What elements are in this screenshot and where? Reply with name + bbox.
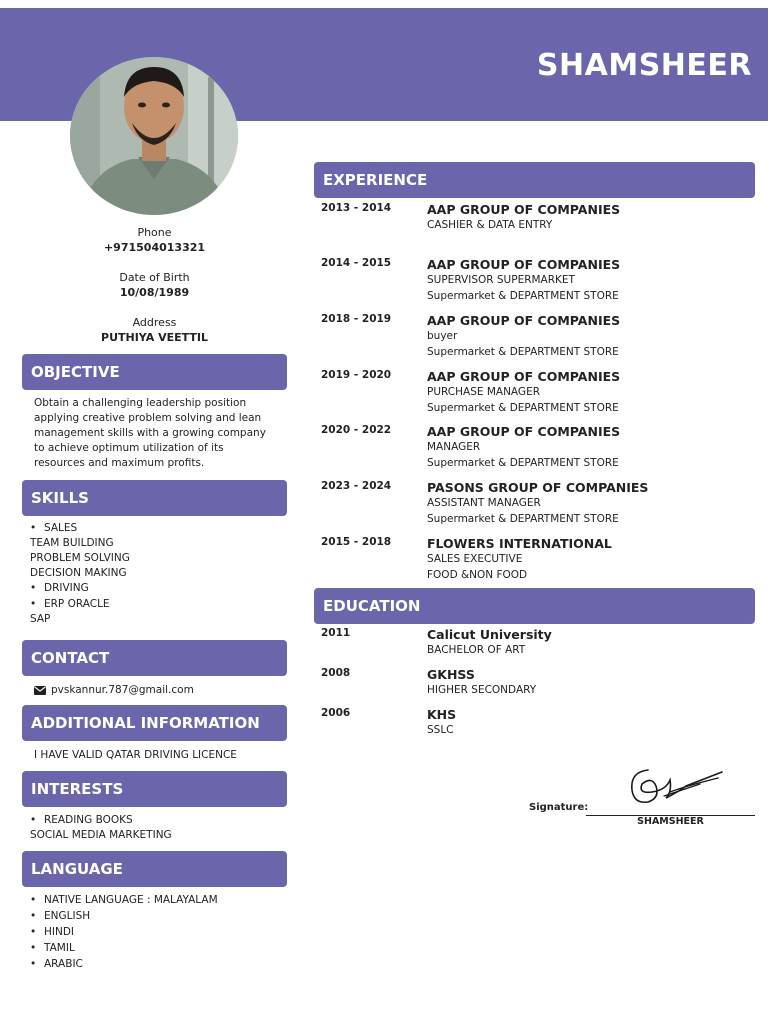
experience-years: 2013 - 2014 (321, 202, 392, 214)
skill-item: • DRIVING (30, 581, 280, 596)
experience-department: Supermarket & DEPARTMENT STORE (427, 512, 619, 525)
skill-item: DECISION MAKING (30, 567, 127, 579)
experience-role: CASHIER & DATA ENTRY (427, 219, 553, 231)
language-item: • TAMIL (30, 941, 280, 956)
experience-department: Supermarket & DEPARTMENT STORE (427, 401, 619, 414)
profile-photo-illustration (70, 57, 238, 215)
additional-info-text: I HAVE VALID QATAR DRIVING LICENCE (34, 749, 237, 761)
language-item: • HINDI (30, 925, 280, 940)
dob-label: Date of Birth (119, 271, 190, 284)
experience-years: 2018 - 2019 (321, 313, 392, 325)
experience-department: Supermarket & DEPARTMENT STORE (427, 456, 619, 469)
signature-name: SHAMSHEER (637, 816, 704, 827)
education-degree: HIGHER SECONDARY (427, 684, 537, 696)
phone-block (22, 225, 287, 255)
experience-company: FLOWERS INTERNATIONAL (427, 536, 612, 551)
phone-value: +971504013321 (103, 241, 206, 254)
education-year: 2008 (321, 667, 351, 679)
education-year: 2006 (321, 707, 351, 719)
contact-heading: CONTACT (22, 640, 287, 676)
interest-item: • READING BOOKS (30, 813, 280, 828)
experience-role: buyer (427, 330, 458, 342)
skill-item: • SALES (30, 521, 280, 536)
address-value: PUTHIYA VEETTIL (101, 331, 208, 344)
interests-heading: INTERESTS (22, 771, 287, 807)
education-year: 2011 (321, 627, 351, 639)
experience-company: AAP GROUP OF COMPANIES (427, 369, 621, 384)
experience-role: SALES EXECUTIVE (427, 553, 523, 565)
dob-value: 10/08/1989 (119, 286, 190, 299)
email-row (34, 683, 284, 698)
dob-block (22, 270, 287, 300)
experience-company: AAP GROUP OF COMPANIES (427, 313, 621, 328)
skills-heading: SKILLS (22, 480, 287, 516)
experience-company: AAP GROUP OF COMPANIES (427, 257, 621, 272)
experience-years: 2020 - 2022 (321, 424, 392, 436)
candidate-name: SHAMSHEER (536, 48, 752, 83)
experience-years: 2019 - 2020 (321, 369, 392, 381)
skill-item: • ERP ORACLE (30, 597, 280, 612)
experience-role: PURCHASE MANAGER (427, 386, 540, 398)
signature-label: Signature: (529, 802, 589, 813)
experience-years: 2015 - 2018 (321, 536, 392, 548)
experience-company: AAP GROUP OF COMPANIES (427, 424, 621, 439)
education-school: Calicut University (427, 627, 552, 642)
skill-item: PROBLEM SOLVING (30, 552, 130, 564)
experience-years: 2014 - 2015 (321, 257, 392, 269)
interest-item: SOCIAL MEDIA MARKETING (30, 829, 172, 841)
address-block (22, 315, 287, 345)
experience-department: FOOD &NON FOOD (427, 568, 528, 581)
handwritten-signature (626, 762, 726, 812)
language-item: • ARABIC (30, 957, 280, 972)
education-heading: EDUCATION (314, 588, 755, 624)
language-heading: LANGUAGE (22, 851, 287, 887)
envelope-icon (34, 686, 46, 695)
skill-item: SAP (30, 613, 51, 625)
experience-department: Supermarket & DEPARTMENT STORE (427, 345, 619, 358)
phone-label: Phone (137, 226, 172, 239)
language-item: • NATIVE LANGUAGE : MALAYALAM (30, 893, 280, 908)
email-link[interactable]: pvskannur.787@gmail.com (51, 684, 194, 696)
education-degree: BACHELOR OF ART (427, 644, 526, 656)
language-list (30, 893, 280, 972)
experience-heading: EXPERIENCE (314, 162, 755, 198)
interests-list (30, 813, 280, 843)
experience-company: PASONS GROUP OF COMPANIES (427, 480, 649, 495)
experience-department: Supermarket & DEPARTMENT STORE (427, 289, 619, 302)
skill-item: TEAM BUILDING (30, 537, 114, 549)
address-label: Address (132, 316, 177, 329)
profile-photo (70, 57, 238, 215)
education-school: GKHSS (427, 667, 475, 682)
skills-list (30, 521, 280, 627)
objective-heading: OBJECTIVE (22, 354, 287, 390)
experience-role: MANAGER (427, 441, 481, 453)
experience-years: 2023 - 2024 (321, 480, 392, 492)
language-item: • ENGLISH (30, 909, 280, 924)
additional-info-heading: ADDITIONAL INFORMATION (22, 705, 287, 741)
experience-role: ASSISTANT MANAGER (427, 497, 541, 509)
education-school: KHS (427, 707, 457, 722)
experience-role: SUPERVISOR SUPERMARKET (427, 274, 575, 286)
education-degree: SSLC (427, 724, 454, 736)
objective-text: Obtain a challenging leadership position applying creative problem solving and lean management skills with a growing company to achieve optimum utilization of its resources and maximum profits. (34, 397, 266, 469)
experience-company: AAP GROUP OF COMPANIES (427, 202, 621, 217)
